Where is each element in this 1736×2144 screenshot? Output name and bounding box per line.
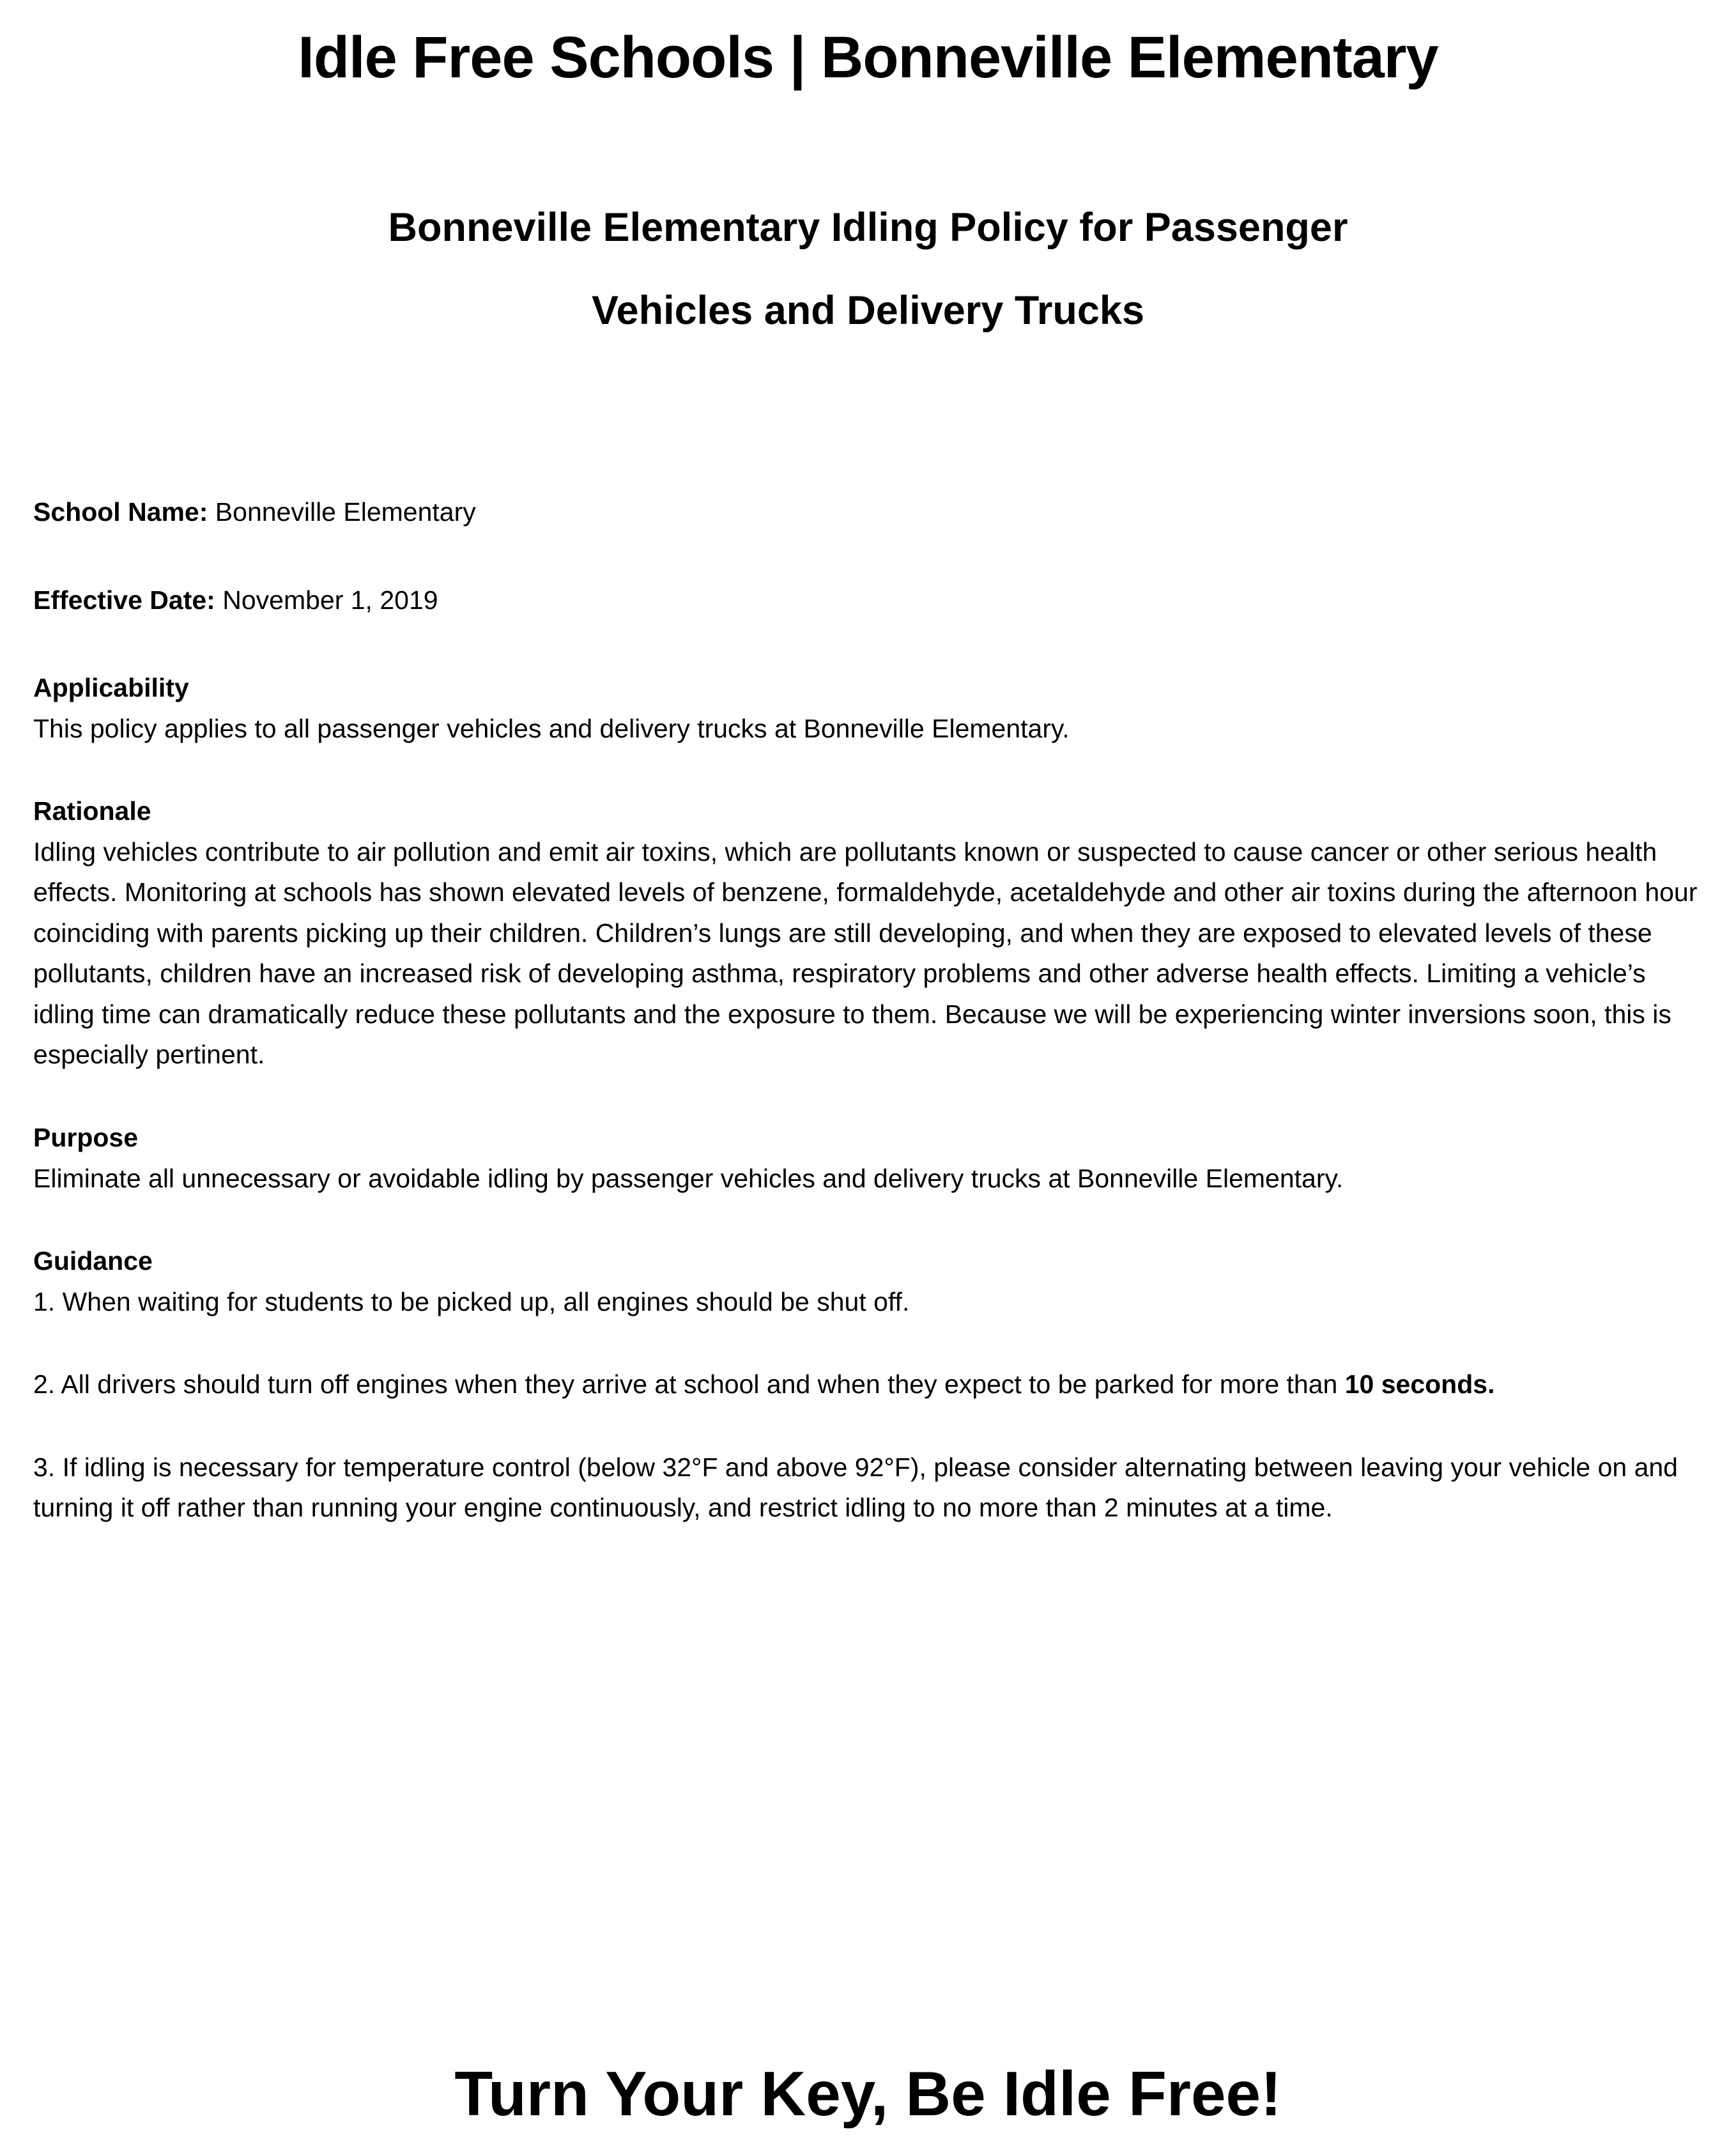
purpose-heading: Purpose: [33, 1123, 139, 1152]
school-name-label: School Name:: [33, 497, 208, 527]
document-fields: [33, 492, 1703, 621]
guidance-item-2: [33, 1364, 1703, 1405]
policy-subtitle: [33, 204, 1703, 335]
guidance-heading: Guidance: [33, 1246, 153, 1276]
footer-slogan: Turn Your Key, Be Idle Free!: [454, 2058, 1282, 2129]
effective-date-label: Effective Date:: [33, 585, 215, 615]
section-rationale: [33, 791, 1703, 1076]
section-applicability: [33, 668, 1703, 749]
guidance-item-2-text: 2. All drivers should turn off engines when they arrive at school and when they expect to be parked for more than: [33, 1369, 1345, 1400]
rationale-body: Idling vehicles contribute to air pollution and emit air toxins, which are pollutants known or suspected to cause cancer or other serious health effects. Monitoring at schools has shown elevated levels of benzene, formaldehyde, acetaldehyde and other air toxins during the afternoon hour coinciding with parents picking up their children. Children’s lungs are still developing, and when they are exposed to elevated levels of these pollutants, children have an increased risk of developing asthma, respiratory problems and other adverse health effects. Limiting a vehicle’s idling time can dramatically reduce these pollutants and the exposure to them. Because we will be experiencing winter inversions soon, this is especially pertinent.: [33, 837, 1698, 1070]
section-guidance: [33, 1241, 1703, 1529]
guidance-item-3: 3. If idling is necessary for temperature control (below 32°F and above 92°F), please consider alternating between leaving your vehicle on and turning it off rather than running your engine continuously, and restrict idling to no more than 2 minutes at a time.: [33, 1452, 1678, 1523]
effective-date-field: [33, 580, 1703, 621]
section-purpose: [33, 1118, 1703, 1199]
applicability-heading: Applicability: [33, 673, 189, 703]
policy-subtitle-line-1: Bonneville Elementary Idling Policy for Passenger: [388, 204, 1348, 250]
school-name-value: Bonneville Elementary: [215, 497, 476, 527]
effective-date-value: November 1, 2019: [222, 585, 438, 615]
purpose-body: Eliminate all unnecessary or avoidable idling by passenger vehicles and delivery trucks at Bonneville Elementary.: [33, 1163, 1344, 1193]
rationale-heading: Rationale: [33, 796, 151, 826]
policy-subtitle-line-2: Vehicles and Delivery Trucks: [592, 288, 1144, 334]
document-title: Idle Free Schools | Bonneville Elementary: [298, 25, 1438, 90]
guidance-item-1: 1. When waiting for students to be picked up, all engines should be shut off.: [33, 1286, 910, 1316]
applicability-body: This policy applies to all passenger vehicles and delivery trucks at Bonneville Elementary.: [33, 713, 1070, 743]
guidance-item-2-bold: 10 seconds.: [1344, 1369, 1495, 1400]
school-name-field: [33, 492, 1703, 533]
